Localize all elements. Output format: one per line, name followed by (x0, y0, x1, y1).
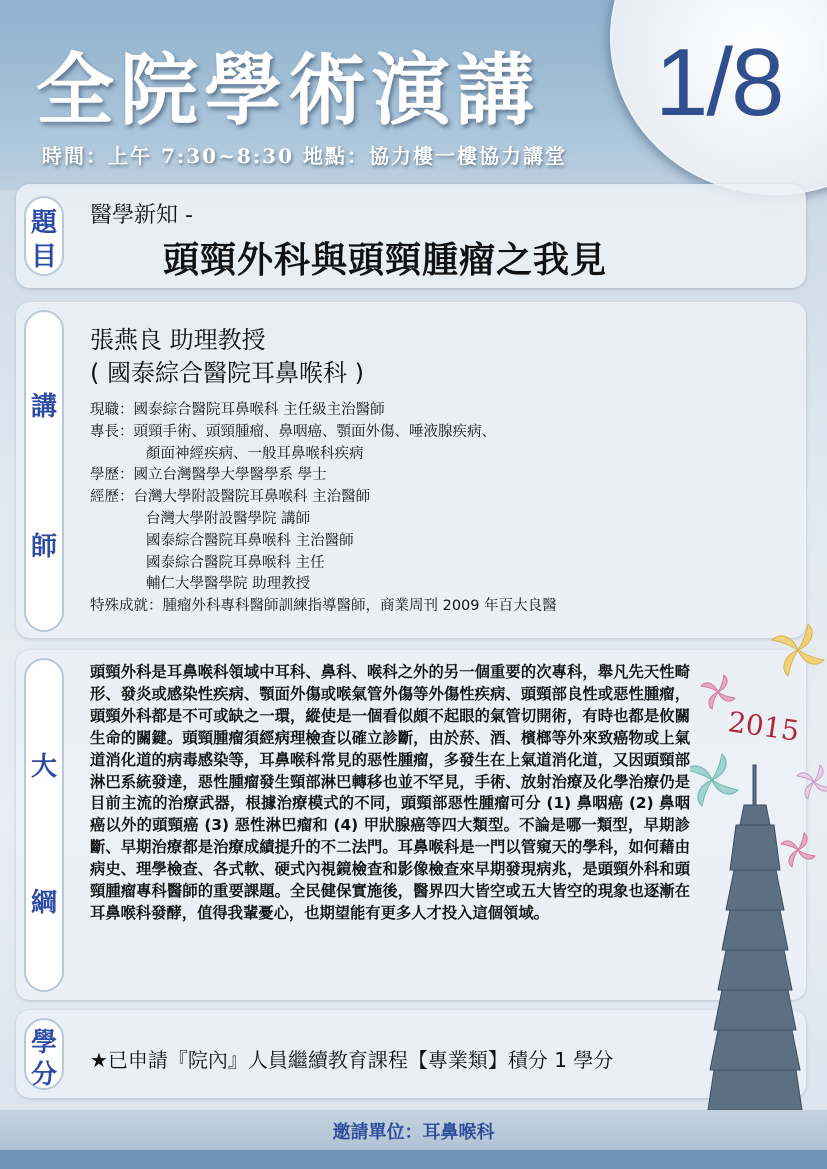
year-badge: 2015 (726, 705, 802, 748)
speaker-line: 經歷：台灣大學附設醫院耳鼻喉科 主治醫師 (90, 489, 371, 506)
topic-label-char-1: 題 (30, 208, 57, 238)
pinwheel-icon (701, 675, 735, 709)
topic-label-char-2: 目 (30, 242, 57, 272)
outline-text: 頭頸外科是耳鼻喉科領域中耳科、鼻科、喉科之外的另一個重要的次專科，舉凡先天性畸形、發炎或感染性疾病、顎面外傷或喉氣管外傷等外傷性疾病、頭頸部良性或惡性腫瘤，頭頸外科都是不可或缺之一環，縱使是一個看似頗不起眼的氣管切開術，有時也都是攸關生命的關鍵。頭頸腫瘤須經病理檢查以確立診斷，由於菸、酒、檳榔等外來致癌物或上氣道消化道的病毒感染等，耳鼻喉科常見的惡性腫瘤，多發生在上氣道消化道，又因頭頸部淋巴系統發達，惡性腫瘤發生頸部淋巴轉移也並不罕見，手術、放射治療及化學治療仍是目前主流的治療武器，根據治療模式的不同，頭頸部惡性腫瘤可分 (1) 鼻咽癌 (2) 鼻咽癌以外的頭頸癌 (3) 惡性淋巴瘤和 (4) 甲狀腺癌等四大類型。不論是哪一類型，早期診斷、早期治療都是治療成績提升的不二法門。耳鼻喉科是一門以管窺天的學科，如何藉由病史、理學檢查、各式軟、硬式內視鏡檢查和影像檢查來早期發現病兆，是頭頸外科和頭頸腫瘤專科醫師的重要課題。全民健保實施後，醫界四大皆空或五大皆空的現象也逐漸在耳鼻喉科發酵，值得我輩憂心，也期望能有更多人才投入這個領域。 (90, 663, 690, 922)
pinwheel-icon (772, 624, 824, 676)
event-date: 1/8 (655, 29, 783, 136)
speaker-affiliation: ( 國泰綜合醫院耳鼻喉科 ) (90, 359, 364, 387)
event-title: 全院學術演講 (36, 45, 541, 136)
speaker-label-char-2: 師 (30, 532, 57, 562)
outline-section-label (24, 658, 64, 992)
speaker-line: 學歷：國立台灣醫學大學醫學系 學士 (90, 467, 327, 484)
speaker-label-char-1: 講 (30, 392, 57, 422)
inviting-unit: 邀請單位：耳鼻喉科 (332, 1122, 495, 1143)
time-location: 時間：上午 7:30~8:30 地點：協力樓一樓協力講堂 (42, 144, 567, 168)
topic-prefix: 醫學新知 - (90, 203, 193, 228)
speaker-section-label (24, 310, 64, 632)
pinwheel-icon (781, 833, 815, 867)
taipei-101-tower-icon (704, 765, 806, 1169)
decoration-graphic (690, 610, 827, 1169)
topic-title: 頭頸外科與頭頸腫瘤之我見 (163, 240, 608, 281)
pinwheel-icon (690, 754, 738, 806)
speaker-name: 張燕良 助理教授 (90, 326, 266, 354)
speaker-line: 專長：頭頸手術、頭頸腫瘤、鼻咽癌、顎面外傷、唾液腺疾病、 (90, 423, 496, 440)
speaker-line: 國泰綜合醫院耳鼻喉科 主治醫師 (146, 532, 354, 549)
outline-label-char-2: 綱 (30, 888, 57, 918)
speaker-line: 特殊成就：腫瘤外科專科醫師訓練指導醫師，商業周刊 2009 年百大良醫 (90, 598, 557, 615)
speaker-line: 顏面神經疾病、一般耳鼻喉科疾病 (146, 445, 364, 462)
credit-section-label (24, 1018, 64, 1090)
speaker-details (90, 400, 780, 618)
credit-label-char-1: 學 (30, 1028, 57, 1058)
speaker-line: 輔仁大學醫學院 助理教授 (146, 576, 311, 593)
pinwheel-icon (797, 765, 827, 799)
speaker-line: 現職：國泰綜合醫院耳鼻喉科 主任級主治醫師 (90, 402, 385, 418)
bottom-strip (0, 1150, 827, 1169)
credit-label-char-2: 分 (30, 1060, 57, 1090)
outline-label-char-1: 大 (30, 752, 57, 782)
speaker-line: 台灣大學附設醫學院 講師 (146, 510, 311, 527)
credit-text: ★已申請『院內』人員繼續教育課程【專業類】積分 1 學分 (90, 1048, 614, 1072)
speaker-line: 國泰綜合醫院耳鼻喉科 主任 (146, 554, 325, 571)
topic-section-label (24, 196, 64, 276)
